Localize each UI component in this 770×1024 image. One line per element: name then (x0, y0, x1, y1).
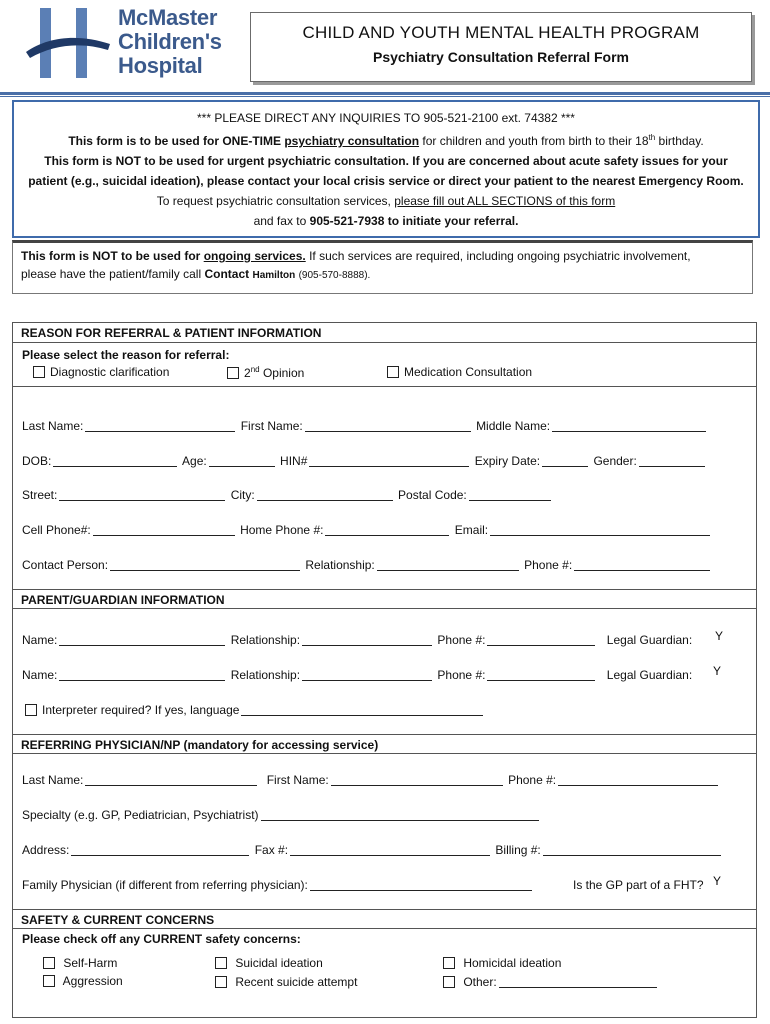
guardian-1-name-field[interactable] (59, 634, 225, 646)
diagnostic-checkbox[interactable] (33, 366, 45, 378)
instructions-box (12, 100, 760, 238)
legal-guardian-1-y[interactable]: Y (715, 629, 724, 643)
patient-address-row: Street: City: Postal Code: (22, 488, 553, 502)
guardian-row-2: Name: Relationship: Phone #: Legal Guardian: (22, 668, 693, 682)
section-physician-heading: REFERRING PHYSICIAN/NP (mandatory for accessing service) (13, 734, 756, 754)
physician-address-row: Address: Fax #: Billing #: (22, 843, 723, 857)
suicidal-option[interactable]: Suicidal ideation (215, 956, 323, 970)
contact-relationship-field[interactable] (377, 559, 519, 571)
physician-address-field[interactable] (71, 844, 249, 856)
billing-field[interactable] (543, 844, 721, 856)
gender-field[interactable] (639, 455, 705, 467)
request-line: To request psychiatric consultation services, please fill out ALL SECTIONS of this form (156, 194, 616, 208)
home-phone-field[interactable] (325, 524, 449, 536)
form-title-box (250, 12, 752, 82)
hospital-h-icon (24, 6, 114, 82)
patient-last-name-field[interactable] (85, 420, 235, 432)
section-safety-heading: SAFETY & CURRENT CONCERNS (13, 909, 756, 929)
option-second-opinion[interactable]: 2nd Opinion (227, 365, 304, 380)
second-opinion-checkbox[interactable] (227, 367, 239, 379)
physician-name-row: Last Name: First Name: Phone #: (22, 773, 720, 787)
other-checkbox[interactable] (443, 976, 455, 988)
patient-middle-name-field[interactable] (552, 420, 706, 432)
guardian-1-relationship-field[interactable] (302, 634, 432, 646)
inquiries-line: *** PLEASE DIRECT ANY INQUIRIES TO 905-521-2100 ext. 74382 *** (197, 111, 575, 125)
section-reason-heading: REASON FOR REFERRAL & PATIENT INFORMATION (13, 323, 756, 343)
guardian-1-phone-field[interactable] (487, 634, 595, 646)
fax-field[interactable] (290, 844, 490, 856)
aggression-checkbox[interactable] (43, 975, 55, 987)
age-field[interactable] (209, 455, 275, 467)
expiry-field[interactable] (542, 455, 588, 467)
attempt-checkbox[interactable] (215, 976, 227, 988)
logo-line-2: Children's (118, 29, 222, 54)
fax-line: and fax to 905-521-7938 to initiate your referral. (253, 214, 519, 228)
section-guardian-heading: PARENT/GUARDIAN INFORMATION (13, 589, 756, 609)
homicidal-option[interactable]: Homicidal ideation (443, 956, 561, 970)
self-harm-option[interactable]: Self-Harm (43, 956, 117, 970)
header-rule (0, 92, 770, 95)
guardian-row-1: Name: Relationship: Phone #: Legal Guardian: (22, 633, 693, 647)
interpreter-language-field[interactable] (241, 704, 483, 716)
medication-checkbox[interactable] (387, 366, 399, 378)
postal-code-field[interactable] (469, 489, 551, 501)
program-title: CHILD AND YOUTH MENTAL HEALTH PROGRAM (302, 23, 700, 42)
divider (13, 386, 756, 387)
crisis-line: patient (e.g., suicidal ideation), please contact your local crisis service or direct your patient to the nearest Emergency Room. (28, 174, 744, 188)
physician-phone-field[interactable] (558, 774, 718, 786)
self-harm-checkbox[interactable] (43, 957, 55, 969)
physician-first-name-field[interactable] (331, 774, 503, 786)
option-diagnostic[interactable]: Diagnostic clarification (33, 365, 169, 379)
option-medication[interactable]: Medication Consultation (387, 365, 532, 379)
family-physician-row: Family Physician (if different from referring physician): (22, 878, 534, 892)
specialty-row: Specialty (e.g. GP, Pediatrician, Psychiatrist) (22, 808, 541, 822)
guardian-2-phone-field[interactable] (487, 669, 595, 681)
contact-phone-field[interactable] (574, 559, 710, 571)
logo-line-1: McMaster (118, 5, 218, 30)
safety-prompt: Please check off any CURRENT safety concerns: (22, 932, 301, 946)
header-rule-thin (0, 96, 770, 97)
not-urgent-line: This form is NOT to be used for urgent psychiatric consultation. If you are concerned about acute safety issues for your (44, 154, 728, 168)
guardian-2-name-field[interactable] (59, 669, 225, 681)
ongoing-services-notice: This form is NOT to be used for ongoing services. If such services are required, including ongoing psychiatric involvement, please have the patient/family call Contact Hamilton (905-570-8888). (12, 240, 753, 294)
specialty-field[interactable] (261, 809, 539, 821)
contact-person-row: Contact Person: Relationship: Phone #: (22, 558, 712, 572)
suicidal-checkbox[interactable] (215, 957, 227, 969)
fht-y[interactable]: Y (713, 874, 722, 888)
reason-prompt: Please select the reason for referral: (22, 348, 230, 362)
cell-phone-field[interactable] (93, 524, 235, 536)
one-time-line: This form is to be used for ONE-TIME psychiatry consultation for children and youth from birth to their 18th birthday. (68, 133, 704, 148)
patient-dob-row: DOB: Age: HIN# Expiry Date: Gender: (22, 454, 707, 468)
legal-guardian-2-y[interactable]: Y (713, 664, 722, 678)
email-field[interactable] (490, 524, 710, 536)
mcmaster-childrens-hospital-logo (24, 6, 244, 82)
patient-first-name-field[interactable] (305, 420, 471, 432)
physician-last-name-field[interactable] (85, 774, 257, 786)
logo-wordmark (118, 6, 222, 78)
city-field[interactable] (257, 489, 393, 501)
other-option[interactable]: Other: (443, 975, 659, 989)
family-physician-field[interactable] (310, 879, 532, 891)
attempt-option[interactable]: Recent suicide attempt (215, 975, 357, 989)
homicidal-checkbox[interactable] (443, 957, 455, 969)
hin-field[interactable] (309, 455, 469, 467)
fht-label: Is the GP part of a FHT? (573, 878, 704, 892)
patient-name-row: Last Name: First Name: Middle Name: (22, 419, 708, 433)
interpreter-checkbox[interactable] (25, 704, 37, 716)
dob-field[interactable] (53, 455, 177, 467)
street-field[interactable] (59, 489, 225, 501)
contact-person-field[interactable] (110, 559, 300, 571)
referral-form (12, 322, 757, 1018)
patient-contact-row: Cell Phone#: Home Phone #: Email: (22, 523, 712, 537)
logo-line-3: Hospital (118, 53, 203, 78)
interpreter-row: Interpreter required? If yes, language (25, 703, 485, 717)
aggression-option[interactable]: Aggression (43, 974, 123, 988)
form-subtitle: Psychiatry Consultation Referral Form (373, 49, 629, 65)
guardian-2-relationship-field[interactable] (302, 669, 432, 681)
other-field[interactable] (499, 976, 657, 988)
